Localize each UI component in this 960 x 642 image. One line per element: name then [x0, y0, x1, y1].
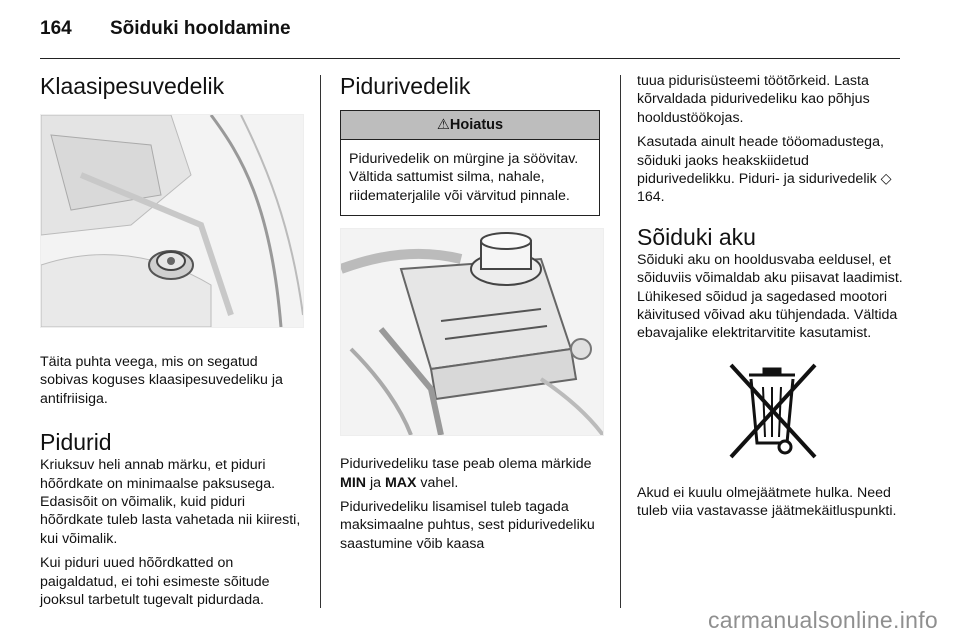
- brake-fluid-reservoir-illustration: [340, 228, 604, 436]
- page-reference[interactable]: 164.: [637, 189, 665, 206]
- page-number: 164: [40, 18, 72, 39]
- text-span: vahel.: [416, 474, 459, 491]
- column-3: [637, 72, 905, 521]
- watermark: carmanualsonline.info: [707, 607, 938, 633]
- column-1: [40, 72, 302, 609]
- heading-washer-fluid: Klaasipesuvedelik: [40, 73, 225, 99]
- washer-fluid-text: Täita puhta veega, mis on segatud sobivas koguses klaasipesuvedeliku ja antifriisiga.: [40, 354, 283, 407]
- page-reference-icon: ◇: [880, 171, 892, 188]
- warning-body: [341, 140, 599, 215]
- heading-brake-fluid: Pidurivedelik: [340, 73, 471, 99]
- text-span: Pidurivedeliku tase peab olema märkide: [340, 456, 592, 473]
- warning-box: [340, 110, 600, 216]
- brake-fluid-approved-text: [637, 133, 905, 207]
- brake-fluid-continued-text: tuua pidurisüsteemi töötõrkeid. Lasta kõrvaldada pidurivedeliku kao põhjus hooldustöökojas.: [637, 73, 870, 126]
- column-divider: [320, 75, 321, 608]
- battery-disposal-text: Akud ei kuulu olmejäätmete hulka. Need tuleb viia vastavasse jäätmekäitluspunkti.: [637, 484, 897, 520]
- max-label: MAX: [384, 474, 417, 491]
- brake-fluid-level-text: [340, 455, 602, 492]
- text-span: ja: [366, 474, 385, 491]
- warning-header: [341, 111, 599, 140]
- crossed-bin-icon: [637, 361, 905, 465]
- warning-icon: ⚠: [436, 117, 450, 133]
- brake-fluid-clean-text: Pidurivedeliku lisamisel tuleb tagada maksimaalne puhtus, sest pidurivedeliku saastumine võib kaasa: [340, 499, 595, 552]
- column-2: [340, 72, 602, 553]
- brakes-text-1: Kriuksuv heli annab märku, et piduri hõõrdkate on minimaalse paksusega. Edasisõit on võimalik, kuid piduri hõõrdkate tuleb lasta vahetada nii kiiresti, kui võimalik.: [40, 457, 301, 547]
- heading-battery: Sõiduki aku: [637, 223, 756, 250]
- brakes-text-2: Kui piduri uued hõõrdkatted on paigaldatud, ei tohi esimeste sõitude jooksul tarbetult tugevalt pidurdada.: [40, 555, 270, 609]
- min-label: MIN: [340, 474, 367, 491]
- page-header: [40, 18, 291, 40]
- header-rule: [40, 58, 900, 59]
- section-title: Sõiduki hooldamine: [110, 18, 291, 39]
- heading-brakes: Pidurid: [40, 429, 112, 456]
- washer-reservoir-illustration: [40, 114, 304, 328]
- text-span: Kasutada ainult heade tööomadustega, sõiduki jaoks heakskiidetud pidurivedelikku. Piduri- ja sidurivedelik: [637, 134, 884, 188]
- warning-text: Pidurivedelik on mürgine ja söövitav. Vältida sattumist silma, nahale, riidematerjalile või värvitud pinnale.: [349, 151, 579, 204]
- warning-title: Hoiatus: [449, 117, 504, 133]
- battery-text: Sõiduki aku on hooldusvaba eeldusel, et sõiduviis võimaldab aku piisavat laadimist. Lühikesed sõidud ja sagedased mootori käivitused võivad aku tühjendada. Vältida ebavajalike elektritarvitite kasutamist.: [637, 251, 903, 342]
- column-divider: [620, 75, 621, 608]
